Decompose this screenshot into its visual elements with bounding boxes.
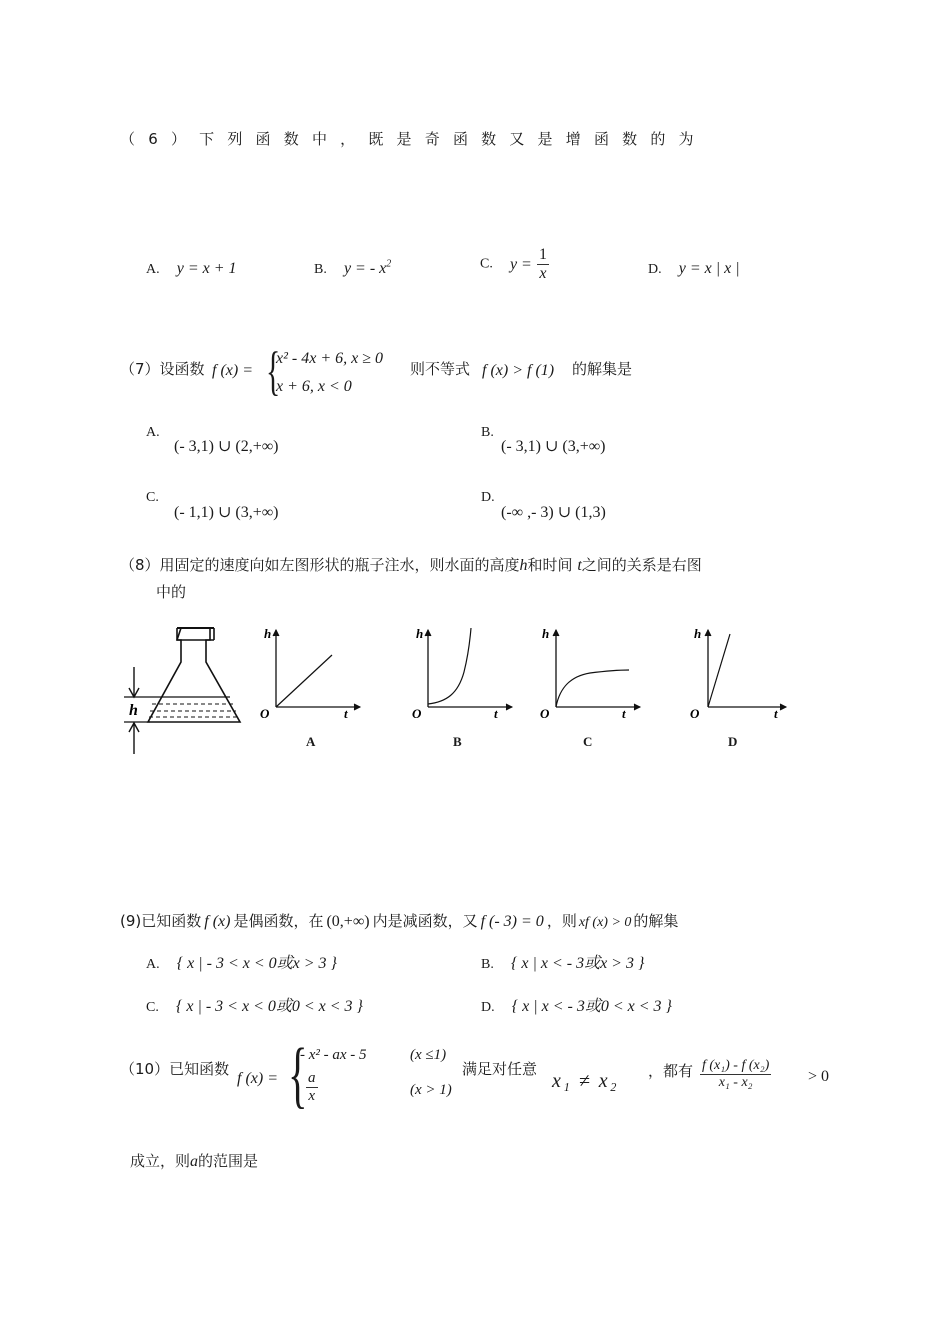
q6-c-fraction: $\frac{1}{x}$ (538, 246, 547, 282)
graph-d-origin: O (690, 706, 700, 721)
q7-option-b-label: B. (481, 425, 494, 440)
flask-h-label: h (129, 702, 138, 719)
q7-mid: 则不等式 (410, 360, 471, 378)
graph-b (408, 622, 518, 728)
graph-a-curve (276, 655, 332, 707)
q7-option-d-label: D. (481, 490, 495, 505)
q10-fraction: $\frac{\text{f (x₁) - f (x₂)}}{\text{x₁ - x₂}}$ (702, 1058, 770, 1090)
q9-option-c: C. { x | - 3 < x < 0或0 < x < 3 } (146, 998, 363, 1015)
graph-d-t-label: t (774, 706, 778, 721)
graph-d-caption: D (728, 734, 738, 749)
q6-stem: （6）下列函数中，既是奇函数又是增函数的为 (120, 130, 707, 148)
q7-option-a: (- 3,1) ∪ (2,+∞) (174, 438, 279, 455)
graph-c-curve (556, 670, 629, 707)
graph-c-t-label: t (622, 706, 626, 721)
graph-d (688, 622, 798, 728)
q7-option-c-label: C. (146, 490, 159, 505)
q7-option-d: (-∞ ,- 3) ∪ (1,3) (501, 504, 606, 521)
q7-case2: x + 6, x < 0 (276, 378, 352, 395)
q9-option-d: D. { x | x < - 3或0 < x < 3 } (481, 998, 672, 1015)
q10-fname: f (x) = (237, 1070, 278, 1087)
q7-fname: f (x) = (212, 362, 253, 379)
q7-suffix: 的解集是 (572, 360, 633, 378)
flask-figure (124, 622, 254, 758)
q10-mid2: ，都有 (648, 1062, 694, 1080)
q7-case1: x² - 4x + 6, x ≥ 0 (276, 350, 384, 367)
q10-case2: $\frac{a}{x}$ (308, 1070, 316, 1104)
q9-stem: (9)已知函数 f (x) 是偶函数，在 (0,+∞) 内是减函数，又 f (- 3) = 0 ，则 xf (x) > 0 的解集 (120, 912, 679, 930)
q6-option-b: B. y = - $x^2$ (314, 258, 392, 277)
q10-case1: - x² - ax - 5 (300, 1047, 367, 1063)
q10-condition: x₁ ≠ x₂ (552, 1070, 619, 1092)
graph-b-origin: O (412, 706, 422, 721)
graph-d-curve (708, 634, 730, 707)
q10-prefix: （10）已知函数 (120, 1060, 230, 1078)
graph-a-t-label: t (344, 706, 348, 721)
q9-option-a: A. { x | - 3 < x < 0或x > 3 } (146, 955, 337, 972)
q7-inequality: f (x) > f (1) (482, 362, 555, 379)
q10-case1-cond: (x ≤1) (410, 1047, 447, 1063)
q9-option-b: B. { x | x < - 3或x > 3 } (481, 955, 645, 972)
q10-case2-cond: (x > 1) (410, 1082, 452, 1098)
q10-line2: 成立，则a的范围是 (130, 1152, 259, 1170)
graph-b-t-label: t (494, 706, 498, 721)
q10-brace: { (288, 1034, 308, 1116)
graph-a-caption: A (306, 734, 316, 749)
q7-option-b: (- 3,1) ∪ (3,+∞) (501, 438, 606, 455)
q6-option-a: A. y = x + 1 (146, 260, 237, 277)
graph-b-curve (428, 628, 471, 704)
graph-c (536, 622, 646, 728)
graph-a-h-label: h (264, 626, 272, 641)
q7-option-c: (- 1,1) ∪ (3,+∞) (174, 504, 279, 521)
graph-b-h-label: h (416, 626, 424, 641)
graph-c-h-label: h (542, 626, 550, 641)
graph-c-caption: C (583, 734, 593, 749)
graph-a (256, 622, 366, 728)
flask-outline (148, 628, 240, 722)
q10-rhs: > 0 (808, 1068, 830, 1085)
q8-line1: （8）用固定的速度向如左图形状的瓶子注水，则水面的高度h和时间 t之间的关系是右图 (120, 556, 702, 574)
q7-brace: { (266, 341, 281, 401)
q7-prefix: （7）设函数 (120, 360, 205, 378)
graph-d-h-label: h (694, 626, 702, 641)
graph-a-origin: O (260, 706, 270, 721)
graph-b-caption: B (453, 734, 462, 749)
q7-option-a-label: A. (146, 425, 160, 440)
q10-mid: 满足对任意 (462, 1060, 538, 1078)
q6-option-c: C. y = $\frac{1}{x}$ (480, 246, 547, 282)
q6-option-d: D. y = x | x | (648, 260, 740, 277)
q8-line2: 中的 (156, 583, 187, 601)
graph-c-origin: O (540, 706, 550, 721)
